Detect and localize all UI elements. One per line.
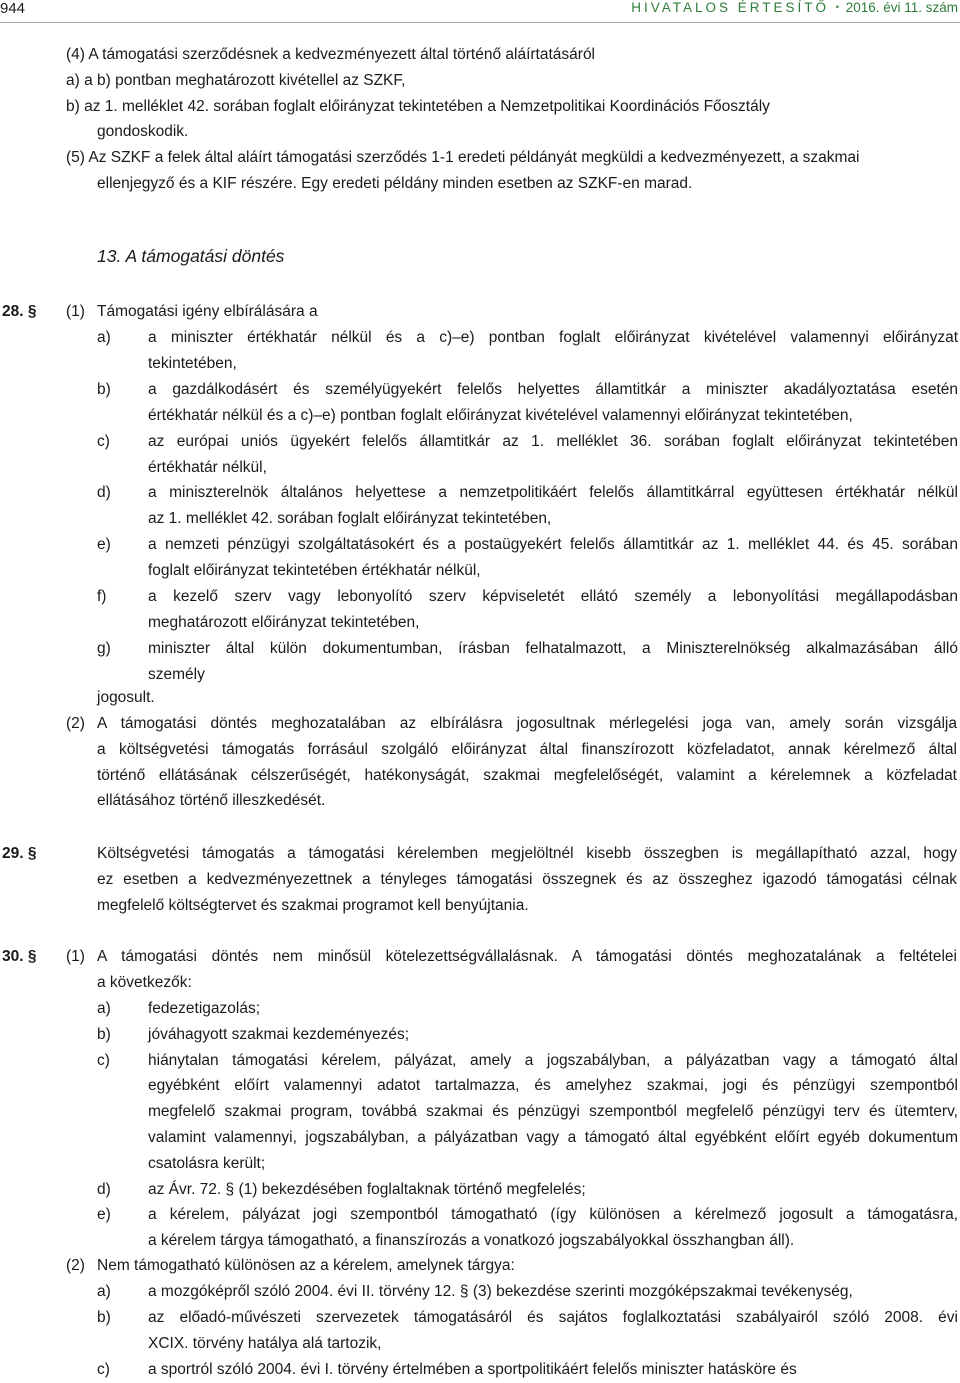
header-separator: • <box>835 2 839 12</box>
list-item-letter: a) <box>97 329 111 346</box>
list-item-line <box>0 1074 960 1098</box>
section-28: 28. § (1) Támogatási igény elbírálására a <box>0 300 960 324</box>
section-subtitle: 13. A támogatási döntés <box>97 246 285 266</box>
list-item-line <box>0 1358 960 1382</box>
list-item-line <box>0 1332 960 1356</box>
list-item-text: valamint valamennyi, jogszabályban, a pályázatban vagy a támogató által egyébként előírt egyéb dokumentum <box>148 1129 958 1146</box>
list-item-letter: e) <box>97 536 111 554</box>
paragraph-line: (5) Az SZKF a felek által aláírt támogatási szerződés 1-1 eredeti példányát megküldi a kedvezményezett, a szakmai <box>66 149 860 166</box>
list-item-line <box>0 352 960 376</box>
paragraph-line: a) a b) pontban meghatározott kivétellel az SZKF, <box>66 72 406 89</box>
list-item-letter: c) <box>97 1360 110 1378</box>
paragraph-line: ez esetben a kedvezményezettnek a tényleges támogatási összegnek és az összeghez igazodó támogatási célnak <box>97 871 957 888</box>
list-item-text: a miniszter értékhatár nélkül és a c)–e) pontban foglalt előirányzat kivételével valamennyi előirányzat <box>148 329 958 346</box>
list-item-line <box>0 378 960 402</box>
list-item-letter: f) <box>97 588 107 605</box>
list-item-text: foglalt előirányzat tekintetében értékhatár nélkül, <box>148 562 481 580</box>
list-item-line <box>0 559 960 583</box>
paragraph-line: ellenjegyző és a KIF részére. Egy eredeti példány minden esetben az SZKF-en marad. <box>97 175 693 192</box>
list-item-letter: a) <box>97 1283 111 1300</box>
page-number: 944 <box>0 0 26 17</box>
paragraph-line: b) az 1. melléklet 42. sorában foglalt előirányzat tekintetében a Nemzetpolitikai Koordinációs Főosztály <box>66 98 770 115</box>
list-item-text: a miniszterelnök általános helyettese a nemzetpolitikáért felelős államtitkárral együttesen értékhatár nélkül <box>148 484 958 502</box>
paragraph-line: ellátásához történő illeszkedését. <box>97 792 326 809</box>
list-item-text: az előadó-művészeti szervezetek támogatásáról és sajátos foglalkoztatási szabályairól szóló 2008. évi <box>148 1308 958 1326</box>
paragraph-line: (4) A támogatási szerződésnek a kedvezményezett által történő aláírtatásáról <box>66 46 596 63</box>
list-item-text: a sportról szóló 2004. évi I. törvény értelmében a sportpolitikáért felelős miniszter hatásköre és <box>148 1360 797 1378</box>
list-item-line <box>0 430 960 454</box>
list-item-text: a kérelem tárgya támogatható, a finanszírozás a vonatkozó jogszabályokkal összhangban áll). <box>148 1232 795 1250</box>
list-item-line <box>0 637 960 661</box>
paragraph-line: a következők: <box>97 974 192 991</box>
list-item-text: meghatározott előirányzat tekintetében, <box>148 613 420 631</box>
list-item-text: a kezelő szerv vagy lebonyolító szerv képviseletét ellátó személy a lebonyolítási megállapodásban <box>148 588 958 605</box>
list-item-line <box>0 533 960 557</box>
list-item-text: a gazdálkodásért és személyügyekért felelős helyettes államtitkár a miniszter akadályoztatása esetén <box>148 380 958 398</box>
list-item-text: jóváhagyott szakmai kezdeményezés; <box>148 1025 410 1043</box>
list-item-text: az európai uniós ügyekért felelős államtitkár az 1. melléklet 36. sorában foglalt előirányzat tekintetében <box>148 432 958 450</box>
list-item-letter: d) <box>97 1180 111 1198</box>
paragraph-line: (2) Nem támogatható különösen az a kérelem, amelynek tárgya: <box>66 1257 515 1274</box>
list-item-line <box>0 456 960 480</box>
list-item-line <box>0 1229 960 1253</box>
list-item-text: tekintetében, <box>148 354 237 372</box>
section-number: 29. § <box>2 845 37 862</box>
list-item-line <box>0 326 960 350</box>
list-item-text: az 1. melléklet 42. sorában foglalt előirányzat tekintetében, <box>148 510 552 528</box>
list-item-text: hiánytalan támogatási kérelem, pályázat, amely a jogszabályban, a pályázatban vagy a támogató által <box>148 1051 958 1069</box>
list-item-line <box>0 404 960 428</box>
paragraph-line: történő ellátásának célszerűségét, hatékonyságát, szakmai megfelelőségét, valamint a kérelemnek a közfeladat <box>97 767 957 784</box>
list-item-line <box>0 481 960 505</box>
section-number: 30. § <box>2 948 37 965</box>
page-header <box>0 0 960 22</box>
list-item-line <box>0 1203 960 1227</box>
list-item-letter: b) <box>97 380 111 398</box>
list-item-line <box>0 1049 960 1073</box>
section-30: 30. § (1) A támogatási döntés nem minősül kötelezettségvállalásnak. A támogatási döntés meghozatalának a feltételei <box>0 945 960 969</box>
list-item-line <box>0 1306 960 1330</box>
list-item-text: a nemzeti pénzügyi szolgáltatásokért és a postaügyekért felelős államtitkár az 1. melléklet 44. és 45. sorában <box>148 536 958 554</box>
paragraph-line: a költségvetési támogatás forrásául szolgáló előirányzat által finanszírozott közfeladatot, annak kérelmező által <box>97 741 957 758</box>
list-item-letter: a) <box>97 1000 111 1017</box>
list-item-line <box>0 1152 960 1176</box>
list-item-letter: d) <box>97 484 111 502</box>
list-item-text: fedezetigazolás; <box>148 1000 261 1017</box>
paragraph-line: gondoskodik. <box>97 123 189 140</box>
list-item-line <box>0 1126 960 1150</box>
section-29: 29. § Költségvetési támogatás a támogatási kérelemben megjelöltnél kisebb összegben is megállapítható azzal, hogy <box>0 842 960 866</box>
list-item-text: a kérelem, pályázat jogi szempontból támogatható (így különösen a kérelmező jogosult a támogatásra, <box>148 1206 958 1224</box>
list-item-text: csatolásra került; <box>148 1154 266 1172</box>
list-item-text: az Ávr. 72. § (1) bekezdésében foglaltaknak történő megfelelés; <box>148 1180 586 1198</box>
list-item-line <box>0 1023 960 1047</box>
list-item-text: egyébként előírt valamennyi adatot tartalmazza, és amelyhez szakmai, jogi és pénzügyi szempontból <box>148 1077 958 1095</box>
list-item-text: személy <box>148 665 205 683</box>
list-item-line <box>0 997 960 1021</box>
list-item-letter: b) <box>97 1308 111 1326</box>
list-item-line <box>0 1280 960 1304</box>
section-number: 28. § <box>2 303 37 320</box>
list-item-text: a mozgóképről szóló 2004. évi II. törvény 12. § (3) bekezdése szerinti mozgóképszakmai tevékenység, <box>148 1283 853 1300</box>
issue-number: 2016. évi 11. szám <box>845 0 958 15</box>
list-item-text: értékhatár nélkül, <box>148 458 267 476</box>
journal-title: HIVATALOS ÉRTESÍTŐ <box>631 0 829 15</box>
list-item-text: megfelelő szakmai program, továbbá szakmai és pénzügyi szempontból megfelelő pénzügyi terv és ütemterv, <box>148 1103 958 1121</box>
list-item-line <box>0 663 960 687</box>
list-item-letter: c) <box>97 1051 110 1069</box>
list-item-letter: b) <box>97 1025 111 1043</box>
list-item-text: XCIX. törvény hatálya alá tartozik, <box>148 1334 382 1352</box>
list-item-line <box>0 1100 960 1124</box>
list-item-line <box>0 1178 960 1202</box>
paragraph-line: megfelelő költségtervet és szakmai programot kell benyújtania. <box>97 897 529 914</box>
list-item-text: miniszter által külön dokumentumban, írásban felhatalmazott, a Miniszterelnökség alkalmazásában álló <box>148 639 958 657</box>
list-item-line <box>0 507 960 531</box>
list-item-letter: e) <box>97 1206 111 1224</box>
list-item-letter: g) <box>97 639 111 657</box>
paragraph-line: jogosult. <box>97 689 155 706</box>
header-rule <box>0 22 960 23</box>
list-item-text: értékhatár nélkül és a c)–e) pontban foglalt előirányzat kivételével valamennyi előirányzat tekintetében, <box>148 406 853 424</box>
list-item-line <box>0 611 960 635</box>
list-item-letter: c) <box>97 432 110 450</box>
list-item-line <box>0 585 960 609</box>
paragraph-line: (2) A támogatási döntés meghozatalában az elbírálásra jogosultnak mérlegelési joga van, amely során vizsgálja <box>66 715 957 732</box>
journal-info <box>631 0 958 15</box>
